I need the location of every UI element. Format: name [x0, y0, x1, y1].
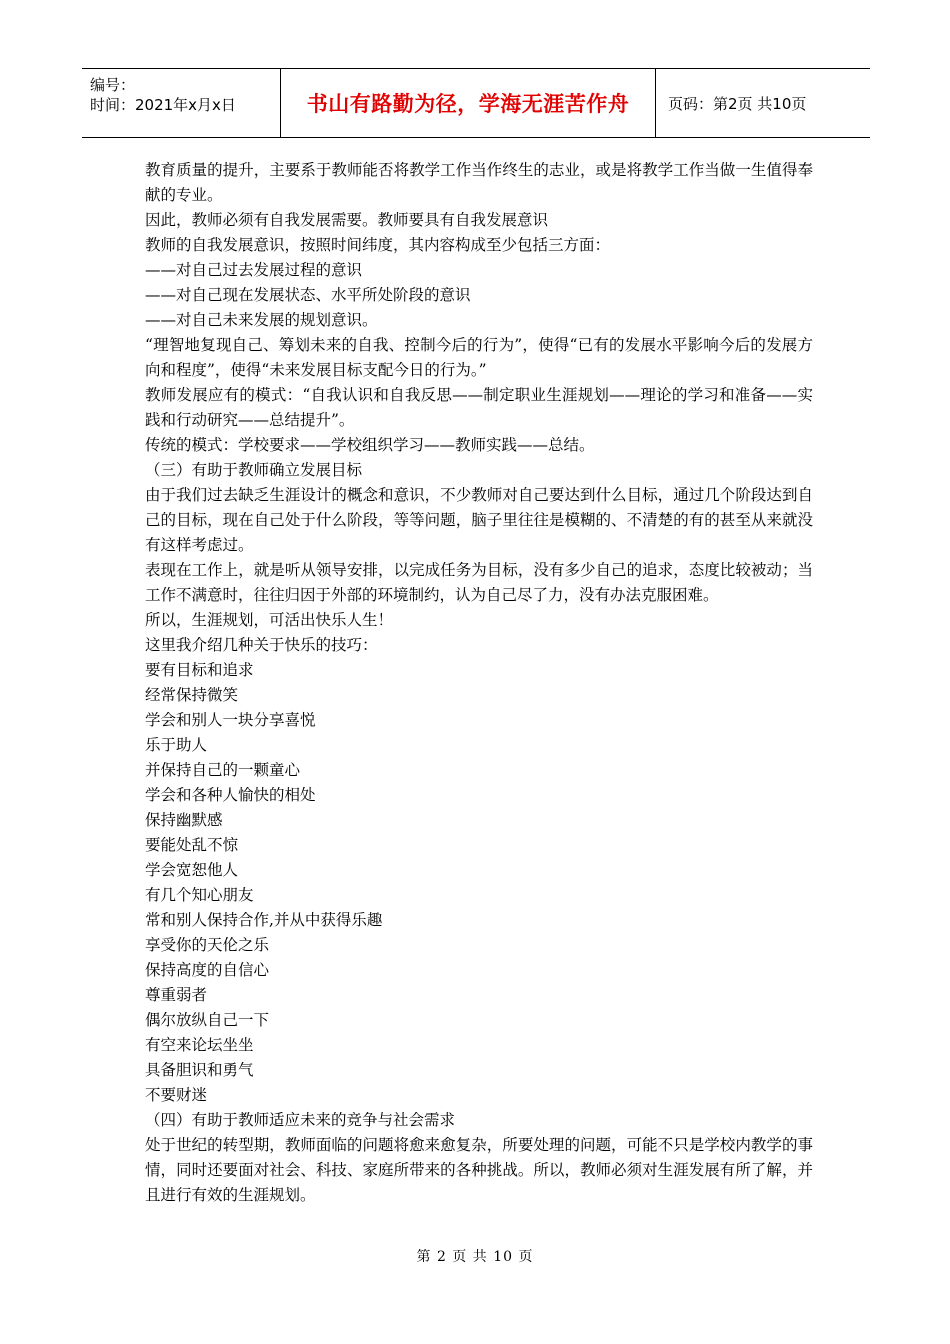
paragraph: 因此，教师必须有自我发展需要。教师要具有自我发展意识	[145, 211, 549, 229]
paragraph: 处于世纪的转型期，教师面临的问题将愈来愈复杂，所要处理的问题，可能不只是学校内教学的事情，同时还要面对社会、科技、家庭所带来的各种挑战。所以，教师必须对生涯发展有所了解，并且进行有效的生涯规划。	[145, 1136, 813, 1204]
paragraph: 享受你的天伦之乐	[145, 936, 270, 954]
paragraph: 学会和各种人愉快的相处	[145, 786, 316, 804]
paragraph: 教师的自我发展意识，按照时间纬度，其内容构成至少包括三方面：	[145, 236, 611, 254]
paragraph: （四）有助于教师适应未来的竞争与社会需求	[145, 1111, 456, 1129]
paragraph: 有几个知心朋友	[145, 886, 254, 904]
page-footer	[0, 1246, 950, 1266]
doc-date: 时间：2021年x月x日	[90, 96, 236, 114]
paragraph: 不要财迷	[145, 1086, 208, 1104]
document-body	[145, 158, 813, 1208]
footer-page-number: 第 2 页 共 10 页	[416, 1249, 534, 1265]
paragraph: ——对自己未来发展的规划意识。	[145, 311, 378, 329]
paragraph: 保持幽默感	[145, 811, 223, 829]
paragraph: 有空来论坛坐坐	[145, 1036, 254, 1054]
paragraph: ——对自己过去发展过程的意识	[145, 261, 363, 279]
header-page-info-cell	[656, 69, 870, 137]
paragraph: 学会宽恕他人	[145, 861, 239, 879]
header-motto: 书山有路勤为径，学海无涯苦作舟	[306, 92, 630, 116]
paragraph: 学会和别人一块分享喜悦	[145, 711, 316, 729]
paragraph: 乐于助人	[145, 736, 208, 754]
paragraph: “理智地复现自己、筹划未来的自我、控制今后的行为”，使得“已有的发展水平影响今后的发展方向和程度”，使得“未来发展目标支配今日的行为。”	[145, 336, 813, 379]
paragraph: 这里我介绍几种关于快乐的技巧：	[145, 636, 378, 654]
paragraph: 并保持自己的一颗童心	[145, 761, 301, 779]
header-meta	[82, 69, 281, 137]
header-motto-cell	[281, 69, 656, 137]
paragraph: 要能处乱不惊	[145, 836, 239, 854]
paragraph: 常和别人保持合作,并从中获得乐趣	[145, 911, 383, 929]
paragraph: 表现在工作上，就是听从领导安排，以完成任务为目标，没有多少自己的追求，态度比较被动；当工作不满意时，往往归因于外部的环境制约，认为自己尽了力，没有办法克服困难。	[145, 561, 813, 604]
paragraph: ——对自己现在发展状态、水平所处阶段的意识	[145, 286, 471, 304]
paragraph: 要有目标和追求	[145, 661, 254, 679]
paragraph: 偶尔放纵自己一下	[145, 1011, 270, 1029]
doc-code-label: 编号：	[90, 76, 136, 94]
page-header	[82, 68, 870, 138]
paragraph: 具备胆识和勇气	[145, 1061, 254, 1079]
paragraph: 所以，生涯规划，可活出快乐人生！	[145, 611, 394, 629]
header-page-info: 页码：第2页 共10页	[668, 94, 807, 113]
paragraph: 教师发展应有的模式：“自我认识和自我反思——制定职业生涯规划——理论的学习和准备——实践和行动研究——总结提升”。	[145, 386, 813, 429]
paragraph: （三）有助于教师确立发展目标	[145, 461, 363, 479]
paragraph: 保持高度的自信心	[145, 961, 270, 979]
paragraph: 尊重弱者	[145, 986, 208, 1004]
paragraph: 教育质量的提升，主要系于教师能否将教学工作当作终生的志业，或是将教学工作当做一生值得奉献的专业。	[145, 161, 813, 204]
paragraph: 经常保持微笑	[145, 686, 239, 704]
paragraph: 由于我们过去缺乏生涯设计的概念和意识，不少教师对自己要达到什么目标，通过几个阶段达到自己的目标，现在自己处于什么阶段，等等问题，脑子里往往是模糊的、不清楚的有的甚至从来就没有这样考虑过。	[145, 486, 813, 554]
paragraph: 传统的模式：学校要求——学校组织学习——教师实践——总结。	[145, 436, 595, 454]
